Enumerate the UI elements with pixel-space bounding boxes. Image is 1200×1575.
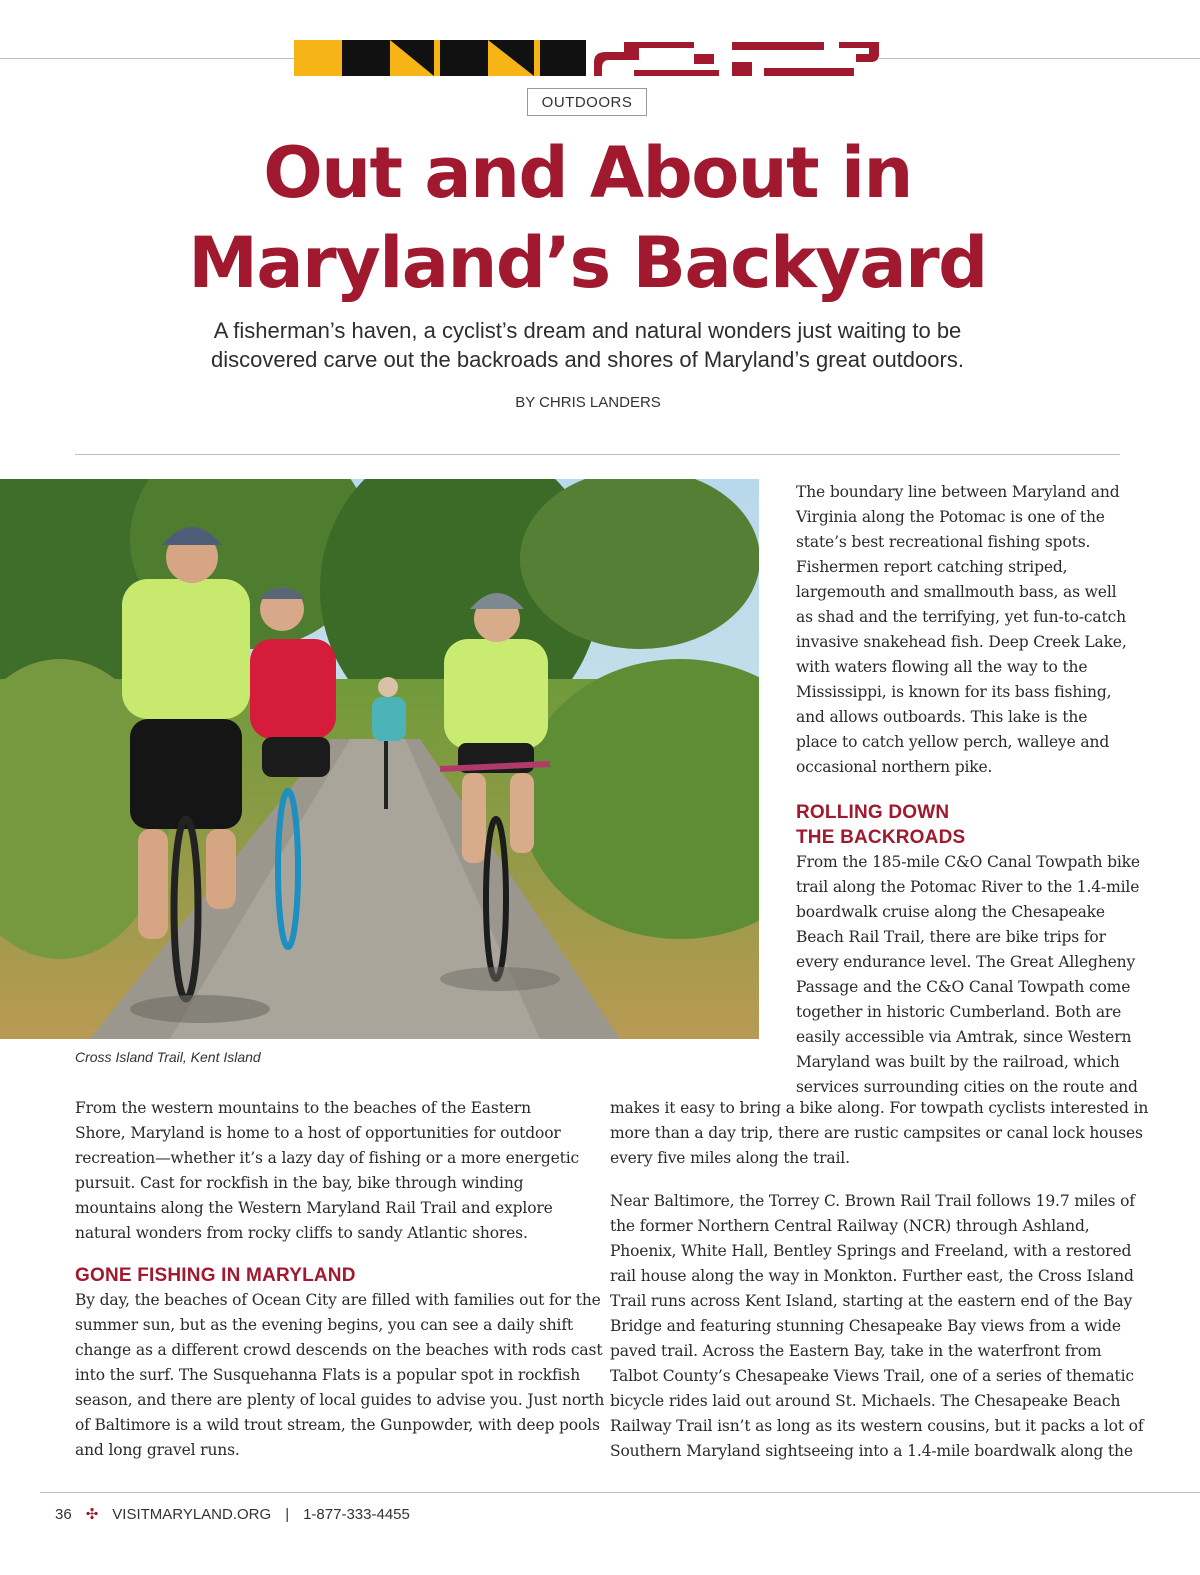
text-line: rail house along the way in Monkton. Further east, the Cross Island [610, 1267, 1134, 1285]
text-line: into the surf. The Susquehanna Flats is a popular spot in rockfish [75, 1366, 581, 1384]
photo-caption: Cross Island Trail, Kent Island [75, 1049, 261, 1065]
left-column [75, 1096, 605, 1463]
footer-divider: | [285, 1505, 290, 1523]
right-column-upper [796, 480, 1140, 1100]
text-line: every five miles along the trail. [610, 1149, 850, 1167]
text-line: recreation—whether it’s a lazy day of fishing or a more energetic [75, 1149, 580, 1167]
text-line: easily accessible via Amtrak, since Western [796, 1028, 1132, 1046]
text-line: largemouth and smallmouth bass, as well [796, 583, 1117, 601]
text-line: together in historic Cumberland. Both are [796, 1003, 1122, 1021]
footer-rule [40, 1492, 1200, 1493]
subhead-gone-fishing: GONE FISHING IN MARYLAND [75, 1265, 356, 1286]
text-line: Trail runs across Kent Island, starting at the eastern end of the Bay [610, 1292, 1133, 1310]
title-line: Maryland’s Backyard [188, 222, 987, 304]
text-line: Fishermen report catching striped, [796, 558, 1068, 576]
right-column-lower [610, 1096, 1150, 1464]
ornament-icon: ✣ [85, 1506, 99, 1523]
text-line: services surrounding cities on the route and [796, 1078, 1138, 1096]
text-line: Shore, Maryland is home to a host of opportunities for outdoor [75, 1124, 561, 1142]
text-line: state’s best recreational fishing spots. [796, 533, 1091, 551]
text-line: makes it easy to bring a bike along. For towpath cyclists interested in [610, 1099, 1149, 1117]
text-line: occasional northern pike. [796, 758, 993, 776]
text-line: change as a different crowd descends on the beaches with rods cast [75, 1341, 603, 1359]
text-line: Talbot County’s Chesapeake Views Trail, one of a series of thematic [610, 1367, 1134, 1385]
maryland-flag-banner [294, 40, 879, 76]
text-line: Railway Trail isn’t as long as its western cousins, but it packs a lot of [610, 1417, 1144, 1435]
page-number: 36 [55, 1505, 72, 1523]
text-line: invasive snakehead fish. Deep Creek Lake, [796, 633, 1127, 651]
text-line: natural wonders from rocky cliffs to sandy Atlantic shores. [75, 1224, 528, 1242]
intro-paragraph [75, 1096, 595, 1246]
text-line: trail along the Potomac River to the 1.4-mile [796, 878, 1140, 896]
text-line: Mississippi, is known for its bass fishing, [796, 683, 1112, 701]
text-line: The boundary line between Maryland and [796, 483, 1120, 501]
page-footer [55, 1503, 410, 1525]
text-line: Southern Maryland sightseeing into a 1.4-mile boardwalk along the [610, 1442, 1133, 1460]
text-line: From the 185-mile C&O Canal Towpath bike [796, 853, 1140, 871]
section-rule [75, 454, 1120, 455]
article-title [100, 128, 1075, 308]
text-line: paved trail. Across the Eastern Bay, take in the waterfront from [610, 1342, 1102, 1360]
text-line: and allows outboards. This lake is the [796, 708, 1088, 726]
article-deck [150, 316, 1025, 374]
text-line: Phoenix, White Hall, Bentley Springs and Freeland, with a restored [610, 1242, 1132, 1260]
text-line: with waters flowing all the way to the [796, 658, 1088, 676]
deck-line: A fisherman’s haven, a cyclist’s dream and natural wonders just waiting to be [213, 318, 962, 343]
baltimore-paragraph [610, 1189, 1150, 1464]
potomac-paragraph [796, 480, 1136, 780]
subhead-line: ROLLING DOWN [796, 802, 950, 823]
text-line: summer sun, but as the evening begins, you can see a daily shift [75, 1316, 573, 1334]
text-line: From the western mountains to the beaches of the Eastern [75, 1099, 531, 1117]
text-line: By day, the beaches of Ocean City are filled with families out for the [75, 1291, 601, 1309]
footer-website: VISITMARYLAND.ORG [112, 1505, 272, 1523]
text-line: Virginia along the Potomac is one of the [796, 508, 1105, 526]
text-line: every endurance level. The Great Allegheny [796, 953, 1136, 971]
text-line: mountains along the Western Maryland Rail Trail and explore [75, 1199, 553, 1217]
text-line: Beach Rail Trail, there are bike trips for [796, 928, 1106, 946]
text-line: pursuit. Cast for rockfish in the bay, bike through winding [75, 1174, 524, 1192]
byline: BY CHRIS LANDERS [515, 394, 661, 411]
rolling-paragraph-continued [610, 1096, 1150, 1171]
text-line: Bridge and featuring stunning Chesapeake Bay views from a wide [610, 1317, 1121, 1335]
rolling-paragraph [796, 850, 1140, 1100]
text-line: the former Northern Central Railway (NCR) through Ashland, [610, 1217, 1090, 1235]
text-line: place to catch yellow perch, walleye and [796, 733, 1110, 751]
subhead-rolling-down [796, 800, 1136, 850]
text-line: Near Baltimore, the Torrey C. Brown Rail Trail follows 19.7 miles of [610, 1192, 1135, 1210]
footer-phone: 1-877-333-4455 [303, 1505, 410, 1523]
text-line: as shad and the terrifying, yet fun-to-catch [796, 608, 1126, 626]
subhead-line: THE BACKROADS [796, 827, 966, 848]
text-line: season, and there are plenty of local guides to advise you. Just north [75, 1391, 605, 1409]
text-line: and long gravel runs. [75, 1441, 240, 1459]
deck-line: discovered carve out the backroads and shores of Maryland’s great outdoors. [211, 347, 964, 372]
fishing-paragraph [75, 1288, 605, 1463]
text-line: bicycle rides laid out around St. Michaels. The Chesapeake Beach [610, 1392, 1121, 1410]
title-line: Out and About in [263, 132, 912, 214]
text-line: more than a day trip, there are rustic campsites or canal lock houses [610, 1124, 1143, 1142]
text-line: of Baltimore is a wild trout stream, the Gunpowder, with deep pools [75, 1416, 600, 1434]
category-label: OUTDOORS [527, 88, 647, 116]
text-line: boardwalk cruise along the Chesapeake [796, 903, 1105, 921]
text-line: Passage and the C&O Canal Towpath come [796, 978, 1131, 996]
cyclists-photo [0, 479, 759, 1039]
text-line: Maryland was built by the railroad, which [796, 1053, 1120, 1071]
